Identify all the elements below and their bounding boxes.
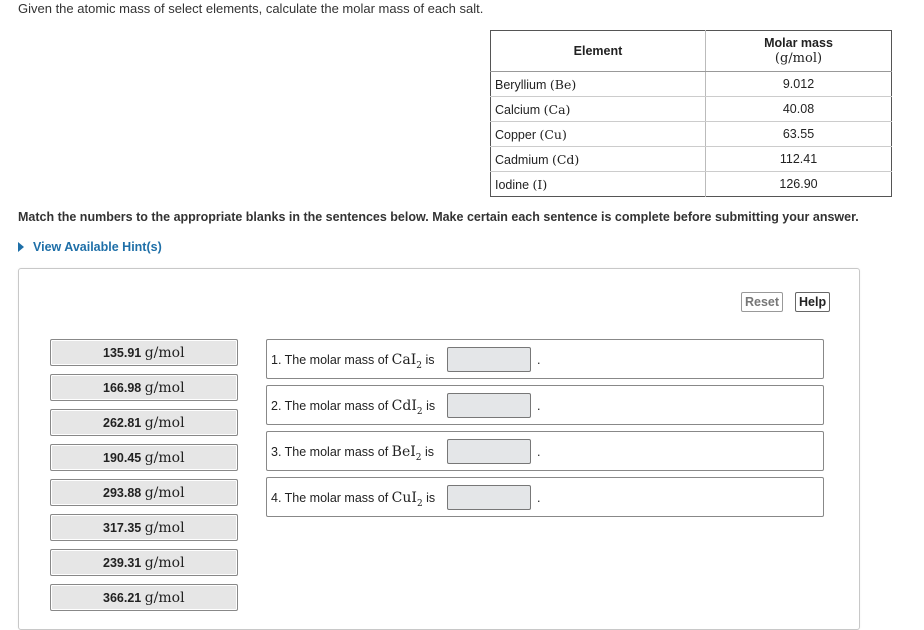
- molar-mass-cell: 63.55: [706, 122, 892, 147]
- chip-value: 262.81: [103, 416, 142, 430]
- sentence-prefix: 3. The molar mass of: [271, 445, 389, 459]
- answer-chip[interactable]: [50, 374, 238, 401]
- sentence-3: [266, 431, 824, 471]
- chip-unit: g/mol: [144, 450, 185, 466]
- chip-value: 239.31: [103, 556, 142, 570]
- chip-value: 190.45: [103, 451, 142, 465]
- header-molar-mass-unit: (g/mol): [774, 51, 823, 66]
- sentence-period: .: [537, 491, 541, 505]
- answer-blank[interactable]: [447, 485, 531, 510]
- molar-mass-cell: 112.41: [706, 147, 892, 172]
- sentence-suffix: is: [425, 445, 435, 459]
- instructions: Match the numbers to the appropriate blanks in the sentences below. Make certain each sentence is complete before submitting your answer.: [18, 210, 859, 224]
- answer-chip[interactable]: [50, 514, 238, 541]
- chip-unit: g/mol: [144, 380, 185, 396]
- sentence-prefix: 1. The molar mass of: [271, 353, 389, 367]
- chip-unit: g/mol: [144, 345, 185, 361]
- answer-chip[interactable]: [50, 409, 238, 436]
- chip-unit: g/mol: [144, 555, 185, 571]
- caret-right-icon: [18, 242, 24, 252]
- problem-intro: Given the atomic mass of select elements, calculate the molar mass of each salt.: [18, 1, 484, 16]
- sentence-text: [271, 444, 434, 463]
- formula-base: BeI: [391, 444, 416, 460]
- sentence-text: [271, 490, 435, 509]
- element-name: Copper: [495, 127, 536, 142]
- salt-formula: [391, 444, 422, 463]
- chip-value: 293.88: [103, 486, 142, 500]
- answer-blank[interactable]: [447, 393, 531, 418]
- header-element: Element: [491, 31, 706, 72]
- sentence-period: .: [537, 445, 541, 459]
- element-name: Calcium: [495, 102, 541, 117]
- element-cell: [491, 122, 706, 147]
- sentence-period: .: [537, 353, 541, 367]
- sentence-period: .: [537, 399, 541, 413]
- reset-button[interactable]: Reset: [741, 292, 783, 312]
- answer-chip[interactable]: [50, 549, 238, 576]
- sentence-text: [271, 398, 435, 417]
- element-symbol: (Ca): [543, 101, 571, 117]
- table-row: [491, 97, 892, 122]
- salt-formula: [391, 398, 423, 417]
- help-button[interactable]: Help: [795, 292, 830, 312]
- chip-unit: g/mol: [144, 485, 185, 501]
- element-cell: [491, 97, 706, 122]
- sentence-1: [266, 339, 824, 379]
- formula-subscript: 2: [415, 452, 422, 463]
- sentence-prefix: 4. The molar mass of: [271, 491, 389, 505]
- view-hints-link[interactable]: [18, 240, 162, 254]
- table-row: [491, 147, 892, 172]
- table-row: [491, 72, 892, 97]
- sentence-prefix: 2. The molar mass of: [271, 399, 389, 413]
- sentence-suffix: is: [426, 399, 436, 413]
- element-symbol: (I): [532, 176, 548, 192]
- element-symbol: (Be): [549, 76, 577, 92]
- element-symbol: (Cu): [539, 126, 567, 142]
- salt-formula: [391, 352, 422, 371]
- answer-chip[interactable]: [50, 479, 238, 506]
- header-molar-mass: [706, 31, 892, 72]
- answer-blank[interactable]: [447, 347, 531, 372]
- chip-unit: g/mol: [144, 590, 185, 606]
- answer-chip[interactable]: [50, 584, 238, 611]
- answer-chip[interactable]: [50, 444, 238, 471]
- formula-subscript: 2: [416, 498, 423, 509]
- formula-base: CuI: [391, 490, 417, 506]
- chip-value: 366.21: [103, 591, 142, 605]
- element-cell: [491, 147, 706, 172]
- chip-unit: g/mol: [144, 415, 185, 431]
- element-cell: [491, 72, 706, 97]
- table-row: [491, 172, 892, 197]
- sentence-4: [266, 477, 824, 517]
- chip-value: 317.35: [103, 521, 142, 535]
- header-molar-mass-label: Molar mass: [764, 36, 833, 50]
- sentence-suffix: is: [425, 353, 435, 367]
- salt-formula: [391, 490, 423, 509]
- answer-chip[interactable]: [50, 339, 238, 366]
- element-symbol: (Cd): [551, 151, 580, 167]
- view-hints-label: View Available Hint(s): [33, 240, 162, 254]
- formula-subscript: 2: [416, 406, 423, 417]
- formula-subscript: 2: [416, 360, 422, 371]
- element-name: Cadmium: [495, 152, 549, 167]
- molar-mass-cell: 40.08: [706, 97, 892, 122]
- sentence-suffix: is: [426, 491, 436, 505]
- element-name: Iodine: [495, 177, 530, 192]
- element-name: Beryllium: [495, 77, 547, 92]
- chip-value: 135.91: [103, 346, 142, 360]
- chip-value: 166.98: [103, 381, 142, 395]
- molar-mass-cell: 126.90: [706, 172, 892, 197]
- chip-unit: g/mol: [144, 520, 185, 536]
- atomic-mass-table: [490, 30, 892, 197]
- element-cell: [491, 172, 706, 197]
- table-row: [491, 122, 892, 147]
- table-header-row: [491, 31, 892, 72]
- formula-base: CdI: [391, 398, 417, 414]
- answer-blank[interactable]: [447, 439, 531, 464]
- sentence-2: [266, 385, 824, 425]
- formula-base: CaI: [391, 352, 417, 368]
- molar-mass-cell: 9.012: [706, 72, 892, 97]
- sentence-text: [271, 352, 435, 371]
